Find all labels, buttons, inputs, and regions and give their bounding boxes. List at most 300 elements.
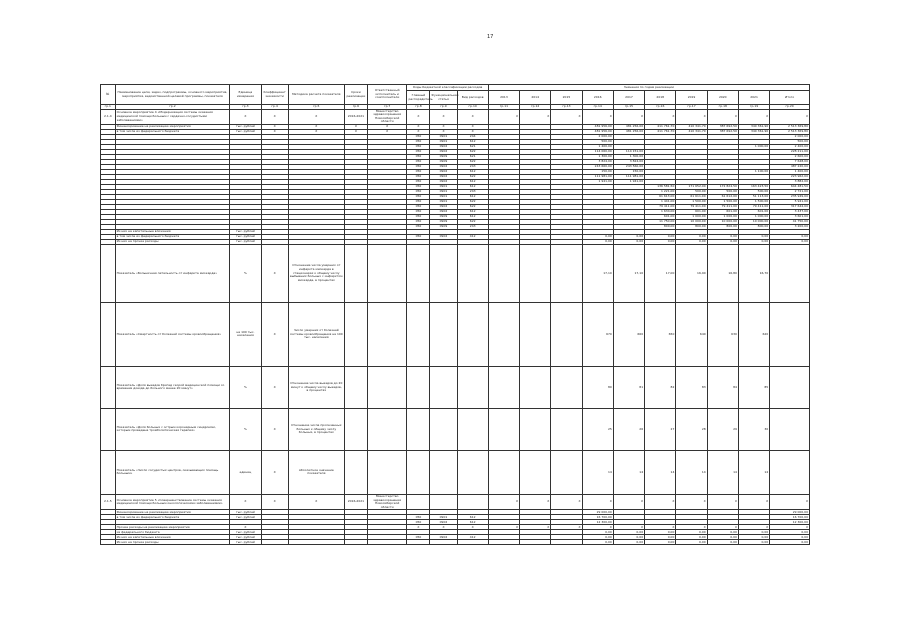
value-cell: 14 (613, 450, 644, 494)
value-cell: 410 341,70 (676, 129, 707, 134)
row-name: Из них на прочие расходы (115, 540, 230, 545)
responsible-cell: Х (367, 124, 407, 129)
column-index: гр.1 (101, 105, 116, 110)
value-cell: 85 (738, 366, 769, 408)
grbs-cell (407, 302, 430, 366)
column-index: гр.17 (676, 105, 707, 110)
func-cell: 0902 (430, 234, 457, 239)
coef-cell: Х (261, 450, 288, 494)
value-cell: Х (645, 109, 676, 124)
grbs-cell: 050 (407, 139, 430, 144)
coef-cell: Х (261, 408, 288, 450)
value-cell: 1 000,00 (738, 214, 769, 219)
value-cell: 16 700,00 (582, 515, 613, 520)
responsible-cell (367, 408, 407, 450)
value-cell: Х (738, 525, 769, 530)
grbs-cell: 050 (407, 189, 430, 194)
exp-cell: 243 (457, 189, 488, 194)
value-cell: 1 300,00 (582, 154, 613, 159)
unit-cell: % (230, 366, 261, 408)
column-index: гр.6 (344, 105, 367, 110)
method-cell (288, 540, 344, 545)
func-cell: 0901 (430, 199, 457, 204)
func-cell: 0902 (430, 520, 457, 525)
coef-cell: Х (261, 244, 288, 302)
value-cell: 0,00 (582, 540, 613, 545)
total-cell: 2 000,00 (770, 134, 810, 139)
years-cell (344, 366, 367, 408)
column-index: гр.8 (407, 105, 430, 110)
value-cell: Х (645, 525, 676, 530)
header-unit: Единица измерения (230, 85, 261, 105)
value-cell: Х (707, 494, 738, 509)
value-cell: 800,00 (676, 224, 707, 229)
header-method: Методика расчета показателя (288, 85, 344, 105)
value-cell: 0,00 (676, 239, 707, 244)
grbs-cell: 050 (407, 169, 430, 174)
value-cell: 1 000,00 (676, 214, 707, 219)
unit-cell: тыс. рублей (230, 535, 261, 540)
func-cell: 0909 (430, 159, 457, 164)
years-cell (344, 540, 367, 545)
exp-cell: 612 (457, 139, 488, 144)
func-cell: 0902 (430, 144, 457, 149)
responsible-cell (367, 244, 407, 302)
value-cell: 243 660,00 (582, 164, 613, 169)
grbs-cell: 050 (407, 209, 430, 214)
coef-cell (261, 540, 288, 545)
coef-cell: Х (261, 302, 288, 366)
value-cell: 0,00 (645, 540, 676, 545)
grbs-cell: Х (407, 109, 430, 124)
value-cell: Х (676, 525, 707, 530)
func-cell: 0902 (430, 169, 457, 174)
value-cell: Х (488, 494, 519, 509)
grbs-cell (407, 450, 430, 494)
func-cell: 0902 (430, 174, 457, 179)
coef-cell: Х (261, 124, 288, 129)
func-cell (430, 302, 457, 366)
row-number (101, 540, 116, 545)
func-cell: 0901 (430, 139, 457, 144)
value-cell: Х (613, 109, 644, 124)
header-year: 2015 (551, 91, 582, 105)
total-cell: 12 300,00 (770, 520, 810, 525)
grbs-cell: 050 (407, 194, 430, 199)
unit-cell: на 100 тыс. населения (230, 302, 261, 366)
grbs-cell: 050 (407, 154, 430, 159)
value-cell: 0,00 (676, 530, 707, 535)
unit-cell: тыс. рублей (230, 129, 261, 134)
method-cell: Абсолютное значение показателя (288, 450, 344, 494)
value-cell: 79 411,00 (738, 204, 769, 209)
value-cell: Х (738, 109, 769, 124)
row-name: в том числе из федерального бюджета (115, 515, 230, 520)
value-cell: 1 500,00 (738, 199, 769, 204)
value-cell: 10 000,00 (676, 219, 707, 224)
section-row (101, 109, 810, 124)
row-name: Финансирование на реализацию мероприятия (115, 124, 230, 129)
value-cell: 61 611,00 (676, 194, 707, 199)
total-cell: 5 941,00 (770, 199, 810, 204)
exp-cell (457, 450, 488, 494)
value-cell: Х (520, 109, 551, 124)
unit-cell: тыс. рублей (230, 234, 261, 239)
value-cell: 14 (676, 450, 707, 494)
value-cell: 171 652,00 (676, 184, 707, 189)
total-cell: 3 200,00 (770, 224, 810, 229)
value-cell: Х (551, 525, 582, 530)
func-cell (430, 366, 457, 408)
coef-cell: Х (261, 129, 288, 134)
value-cell: 0,00 (738, 234, 769, 239)
section-row (101, 494, 810, 509)
exp-cell: 621 (457, 144, 488, 149)
grbs-cell (407, 494, 430, 509)
value-cell: 500,00 (676, 189, 707, 194)
total-cell: 3 601,00 (770, 214, 810, 219)
total-cell (770, 244, 810, 302)
value-cell: 620 (738, 302, 769, 366)
value-cell: Х (582, 494, 613, 509)
value-cell: 660 (613, 302, 644, 366)
grbs-cell (407, 244, 430, 302)
grbs-cell: 050 (407, 219, 430, 224)
value-cell: 0,00 (582, 239, 613, 244)
unit-cell: тыс. рублей (230, 515, 261, 520)
value-cell: 16,80 (707, 244, 738, 302)
column-index: гр.19 (738, 105, 769, 110)
grbs-cell: 050 (407, 214, 430, 219)
value-cell: 500,00 (738, 189, 769, 194)
total-cell: 7 648,00 (770, 159, 810, 164)
value-cell: 10 000,00 (738, 219, 769, 224)
value-cell: 1 000,00 (707, 214, 738, 219)
coef-cell: Х (261, 494, 288, 509)
func-cell (430, 540, 457, 545)
exp-cell: Х (457, 129, 488, 134)
table-header (101, 85, 810, 105)
unit-cell: тыс. рублей (230, 540, 261, 545)
indicator-name: Показатель «Доля больных с острым коронарным синдромом, которым проведена тромболитическая терапия» (115, 408, 230, 450)
total-cell: 2 721,00 (770, 189, 810, 194)
value-cell: 601,00 (707, 209, 738, 214)
method-cell: Х (288, 129, 344, 134)
value-cell: 0,00 (676, 540, 707, 545)
func-cell: 0909 (430, 224, 457, 229)
grbs-cell: Х (407, 129, 430, 134)
row-name: в том числе из федерального бюджета (115, 129, 230, 134)
value-cell: 29 (707, 408, 738, 450)
unit-cell: Х (230, 109, 261, 124)
value-cell: 1 634,00 (645, 209, 676, 214)
value-cell: 0,00 (582, 234, 613, 239)
value-cell: 0,00 (582, 530, 613, 535)
value-cell (488, 302, 519, 366)
method-cell: Х (288, 124, 344, 129)
grbs-cell (407, 408, 430, 450)
header-budget-group: Коды бюджетной классификации расходов (407, 85, 488, 91)
grbs-cell: 050 (407, 134, 430, 139)
value-cell: 0,00 (738, 540, 769, 545)
value-cell: 111 981,00 (582, 174, 613, 179)
total-cell: 41 750,00 (770, 219, 810, 224)
total-cell (770, 450, 810, 494)
exp-cell: 612 (457, 520, 488, 525)
value-cell: 0,00 (613, 535, 644, 540)
value-cell: 0,00 (707, 234, 738, 239)
value-cell: 114 060,00 (582, 149, 613, 154)
value-cell (520, 450, 551, 494)
value-cell (520, 366, 551, 408)
header-func: Функциональная статья (430, 91, 457, 105)
func-cell: 0902 (430, 204, 457, 209)
value-cell (488, 366, 519, 408)
value-cell: 0,00 (582, 535, 613, 540)
unit-cell: тыс. рублей (230, 124, 261, 129)
total-cell: 2 400,00 (770, 144, 810, 149)
value-cell: 150,00 (582, 169, 613, 174)
exp-cell: 622 (457, 219, 488, 224)
value-cell: 163 423,50 (738, 184, 769, 189)
value-cell: 800,00 (738, 224, 769, 229)
header-year: 2014 (520, 91, 551, 105)
grbs-cell: 050 (407, 164, 430, 169)
method-cell: Отношение числа умерших от инфаркта миокарда в стационарах к общему числу выбывших больных с инфарктом миокарда, в процентах (288, 244, 344, 302)
header-year: 2021 (738, 91, 769, 105)
responsible-cell: Министерство здравоохранения Новосибирской области (367, 494, 407, 509)
grbs-cell: 050 (407, 520, 430, 525)
total-cell: 3 437,00 (770, 209, 810, 214)
indicator-name: Показатель «Больничная летальность от инфаркта миокарда» (115, 244, 230, 302)
row-number: 2.1.4 (101, 109, 116, 124)
func-cell: Х (430, 129, 457, 134)
header-coef: Коэффициент значимости (261, 85, 288, 105)
total-cell: Х (770, 525, 810, 530)
func-cell: 0901 (430, 194, 457, 199)
value-cell: 17,10 (582, 244, 613, 302)
value-cell: 16,70 (738, 244, 769, 302)
column-index: гр.5 (288, 105, 344, 110)
expense-row (101, 540, 810, 545)
value-cell: 16,90 (676, 244, 707, 302)
exp-cell: 244 (457, 134, 488, 139)
exp-cell: 243 (457, 224, 488, 229)
unit-cell: % (230, 244, 261, 302)
responsible-cell (367, 450, 407, 494)
column-index: гр.7 (367, 105, 407, 110)
value-cell: 670 (582, 302, 613, 366)
value-cell (520, 244, 551, 302)
header-grbs: Главный распорядитель (407, 91, 430, 105)
header-exp: Вид расходов (457, 91, 488, 105)
value-cell (488, 244, 519, 302)
years-cell (344, 408, 367, 450)
total-cell: 0,00 (770, 239, 810, 244)
page-number: 17 (487, 34, 494, 40)
value-cell: 29 000,00 (582, 510, 613, 515)
value-cell: 650 (645, 302, 676, 366)
header-no: № (101, 85, 116, 105)
value-cell: 3 824,00 (613, 159, 644, 164)
coef-cell: Х (261, 366, 288, 408)
value-cell: 79 411,00 (707, 204, 738, 209)
row-name: Основное мероприятие 5 «Совершенствование системы оказания медицинской помощи больным онкологическими заболеваниями» (115, 494, 230, 509)
method-cell: Отношение числа пролеченных больных к общему числу больных, в процентах (288, 408, 344, 450)
value-cell: Х (520, 525, 551, 530)
value-cell: 14 (707, 450, 738, 494)
func-cell (430, 244, 457, 302)
value-cell: 51 113,00 (738, 194, 769, 199)
total-cell: 29 000,00 (770, 510, 810, 515)
value-cell: Х (645, 494, 676, 509)
value-cell: 61 612,00 (707, 194, 738, 199)
exp-cell: 612 (457, 194, 488, 199)
indicator-row (101, 244, 810, 302)
unit-cell: единиц (230, 450, 261, 494)
exp-cell: 243 (457, 164, 488, 169)
value-cell: 0,00 (645, 530, 676, 535)
total-cell: 223 962,00 (770, 174, 810, 179)
exp-cell: 622 (457, 159, 488, 164)
program-table-sheet (100, 84, 810, 545)
grbs-cell: 050 (407, 204, 430, 209)
exp-cell: 622 (457, 149, 488, 154)
unit-cell: тыс. рублей (230, 239, 261, 244)
row-number (101, 244, 116, 302)
func-cell (430, 450, 457, 494)
grbs-cell: 050 (407, 224, 430, 229)
method-cell: Отношение числа выездов до 20 минут к общему числу выездов, в процентах (288, 366, 344, 408)
value-cell: 630 (707, 302, 738, 366)
grbs-cell: 050 (407, 149, 430, 154)
header-year: 2020 (707, 91, 738, 105)
func-cell: 0902 (430, 164, 457, 169)
exp-cell (457, 366, 488, 408)
exp-cell: 612 (457, 179, 488, 184)
table-body (101, 105, 810, 545)
grbs-cell (407, 366, 430, 408)
unit-cell: % (230, 408, 261, 450)
func-cell: 0909 (430, 214, 457, 219)
func-cell: 0901 (430, 184, 457, 189)
header-year: 2017 (613, 91, 644, 105)
value-cell: 601,00 (645, 214, 676, 219)
row-number (101, 450, 116, 494)
header-year: 2013 (488, 91, 519, 105)
value-cell: 10 000,00 (707, 219, 738, 224)
value-cell: 1 100,00 (738, 169, 769, 174)
value-cell: 136 581,50 (645, 184, 676, 189)
total-cell: 235 949,00 (770, 194, 810, 199)
value-cell: 81 (613, 366, 644, 408)
value-cell (520, 408, 551, 450)
exp-cell: 412 (457, 234, 488, 239)
total-cell (770, 408, 810, 450)
total-cell: 500,00 (770, 139, 810, 144)
method-cell: Х (288, 494, 344, 509)
column-index: гр.14 (582, 105, 613, 110)
exp-cell: 612 (457, 184, 488, 189)
total-cell: 0,00 (770, 234, 810, 239)
value-cell: 0,00 (613, 540, 644, 545)
header-responsible: Ответственный исполнитель и соисполнители (367, 85, 407, 105)
total-cell: 317 644,00 (770, 204, 810, 209)
method-cell: Х (288, 109, 344, 124)
value-cell: 61 613,00 (645, 194, 676, 199)
total-cell: 2 513 369,80 (770, 129, 810, 134)
value-cell (551, 408, 582, 450)
value-cell: Х (520, 494, 551, 509)
header-total: Итого (770, 91, 810, 105)
row-number (101, 366, 116, 408)
years-cell (344, 302, 367, 366)
value-cell (551, 302, 582, 366)
value-cell: Х (707, 109, 738, 124)
header-values-group: Значения по годам реализации (488, 85, 809, 91)
unit-cell: тыс. рублей (230, 530, 261, 535)
exp-cell (457, 540, 488, 545)
value-cell: 1 000,00 (738, 144, 769, 149)
unit-cell: Х (230, 525, 261, 530)
value-cell (488, 540, 519, 545)
years-cell: 2016-2021 (344, 109, 367, 124)
func-cell: 0901 (430, 515, 457, 520)
value-cell: 410 341,70 (676, 124, 707, 129)
value-cell: 0,00 (613, 530, 644, 535)
header-name: Наименование цели, задач, подпрограммы, основного мероприятия, мероприятия, ведомственной целевой программы, показателя (115, 85, 230, 105)
grbs-cell (407, 540, 430, 545)
func-cell: 0909 (430, 219, 457, 224)
value-cell (520, 302, 551, 366)
unit-cell: Х (230, 494, 261, 509)
exp-cell: 612 (457, 515, 488, 520)
row-name: Из них на капитальные вложения (115, 229, 230, 234)
value-cell: Х (676, 109, 707, 124)
grbs-cell: 050 (407, 184, 430, 189)
value-cell: 0,00 (645, 239, 676, 244)
indicator-name: Показатель «Смертность от болезней системы кровообращения» (115, 302, 230, 366)
column-index: гр.10 (457, 105, 488, 110)
row-name: Из них на капитальные вложения (115, 535, 230, 540)
value-cell: 243 560,00 (613, 164, 644, 169)
value-cell: 0,00 (676, 234, 707, 239)
years-cell: 2016-2021 (344, 494, 367, 509)
grbs-cell: Х (407, 525, 430, 530)
exp-cell: 612 (457, 214, 488, 219)
value-cell: 17,10 (613, 244, 644, 302)
grbs-cell: 050 (407, 179, 430, 184)
func-cell: 0902 (430, 209, 457, 214)
responsible-cell (367, 366, 407, 408)
value-cell: 500,00 (707, 189, 738, 194)
value-cell (551, 366, 582, 408)
value-cell: 12 300,00 (582, 520, 613, 525)
value-cell: 79 411,00 (645, 204, 676, 209)
value-cell (551, 450, 582, 494)
unit-cell: тыс. рублей (230, 510, 261, 515)
row-name: Финансирование на реализацию мероприятия (115, 510, 230, 515)
grbs-cell: 050 (407, 144, 430, 149)
value-cell: 0,00 (613, 234, 644, 239)
value-cell (551, 540, 582, 545)
value-cell: 11 750,00 (645, 219, 676, 224)
exp-cell: 612 (457, 209, 488, 214)
value-cell: 387 692,50 (707, 124, 738, 129)
value-cell: 79 411,00 (676, 204, 707, 209)
row-number (101, 408, 116, 450)
value-cell: 0,00 (707, 530, 738, 535)
